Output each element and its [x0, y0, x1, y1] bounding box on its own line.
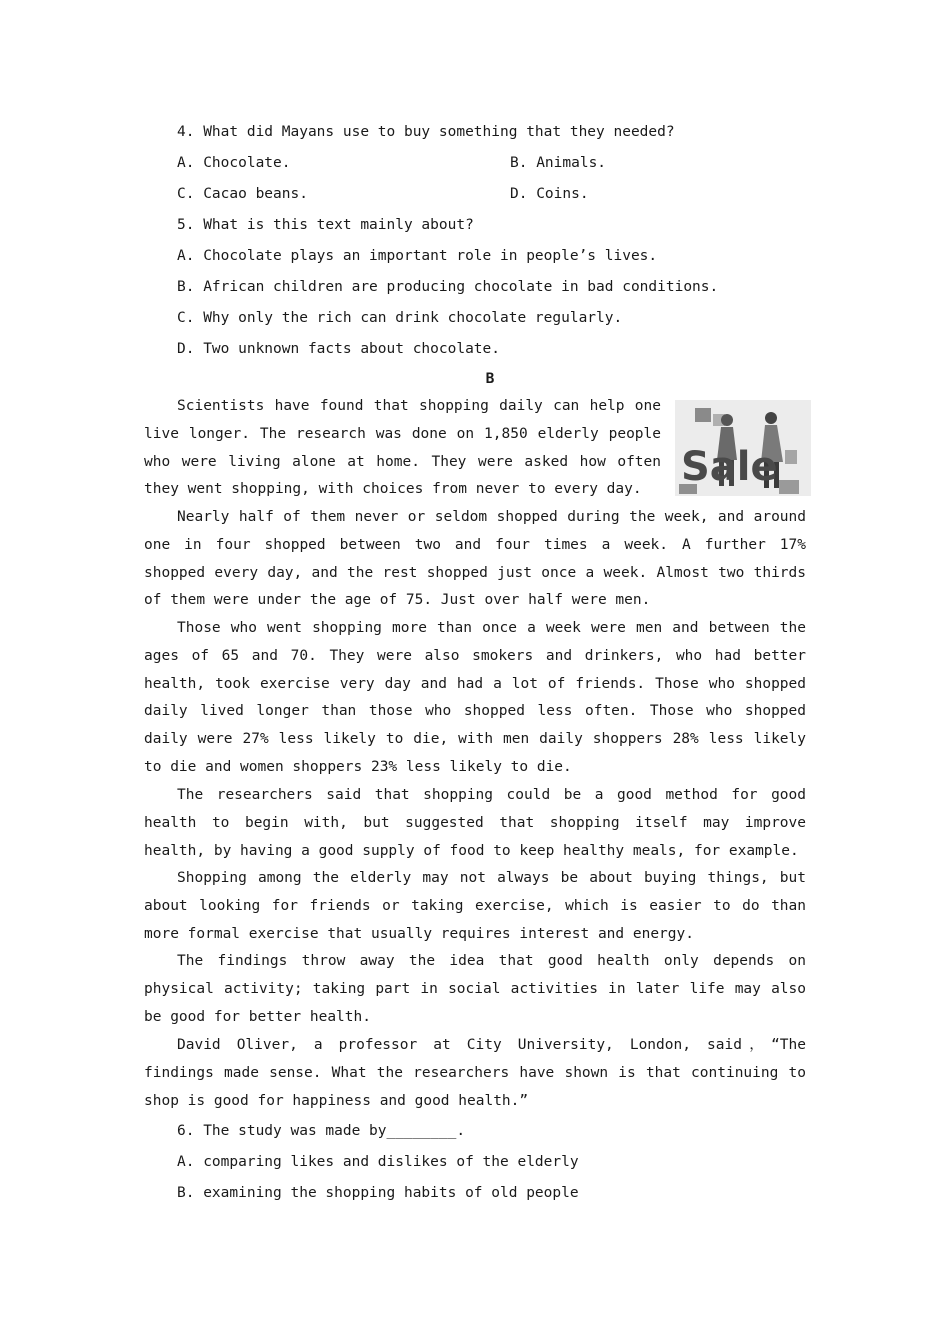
- question-4-option-d: D. Coins.: [510, 186, 589, 202]
- question-6-option-a: A. comparing likes and dislikes of the elderly: [177, 1154, 579, 1170]
- section-title: B: [485, 371, 495, 387]
- paragraph-4: The researchers said that shopping could be a good method for good health to begin with, but suggested that shopping itself may improve health, by having a good supply of food to keep healthy meals, for example.: [144, 787, 806, 859]
- question-4-stem: 4. What did Mayans use to buy something that they needed?: [177, 124, 675, 140]
- question-4-option-c: C. Cacao beans.: [177, 186, 308, 202]
- question-5-option-a: A. Chocolate plays an important role in people’s lives.: [177, 248, 658, 264]
- sale-lettering: Sale: [681, 444, 778, 490]
- question-6-option-b: B. examining the shopping habits of old people: [177, 1185, 579, 1201]
- sale-figure-graphic: [675, 400, 811, 496]
- paragraph-3: Those who went shopping more than once a week were men and between the ages of 65 and 70. They were also smokers and drinkers, who had better health, took exercise very day and had a lot of friends. Those who shopped daily lived longer than those who shopped less often. Those who shopped daily were 27% less likely to die, with men daily shoppers 28% less likely to die and women shoppers 23% less likely to die.: [144, 620, 806, 775]
- question-4-option-a: A. Chocolate.: [177, 155, 291, 171]
- paragraph-1: Scientists have found that shopping daily can help one live longer. The research was done on 1,850 elderly people who were living alone at home. They were asked how often they went shopping, with choices from never to every day.: [144, 398, 661, 498]
- question-4-option-b: B. Animals.: [510, 155, 607, 171]
- question-5-option-b: B. African children are producing chocolate in bad conditions.: [177, 279, 719, 295]
- question-5-option-c: C. Why only the rich can drink chocolate regularly.: [177, 310, 623, 326]
- question-6-stem: 6. The study was made by________.: [177, 1123, 466, 1139]
- paragraph-2: Nearly half of them never or seldom shopped during the week, and around one in four shopped between two and four times a week. A further 17% shopped every day, and the rest shopped just once a week. Almost two thirds of them were under the age of 75. Just over half were men.: [144, 509, 806, 609]
- paragraph-5: Shopping among the elderly may not always be about buying things, but about looking for friends or taking exercise, which is easier to do than more formal exercise that usually requires interest and energy.: [144, 870, 806, 942]
- paragraph-6: The findings throw away the idea that good health only depends on physical activity; taking part in social activities in later life may also be good for better health.: [144, 953, 806, 1025]
- question-5-option-d: D. Two unknown facts about chocolate.: [177, 341, 501, 357]
- shopping-sale-illustration-icon: [675, 400, 811, 496]
- paragraph-7: David Oliver, a professor at City University, London, said，“The findings made sense. What the researchers have shown is that continuing to shop is good for happiness and good health.”: [144, 1037, 806, 1109]
- question-5-stem: 5. What is this text mainly about?: [177, 217, 474, 233]
